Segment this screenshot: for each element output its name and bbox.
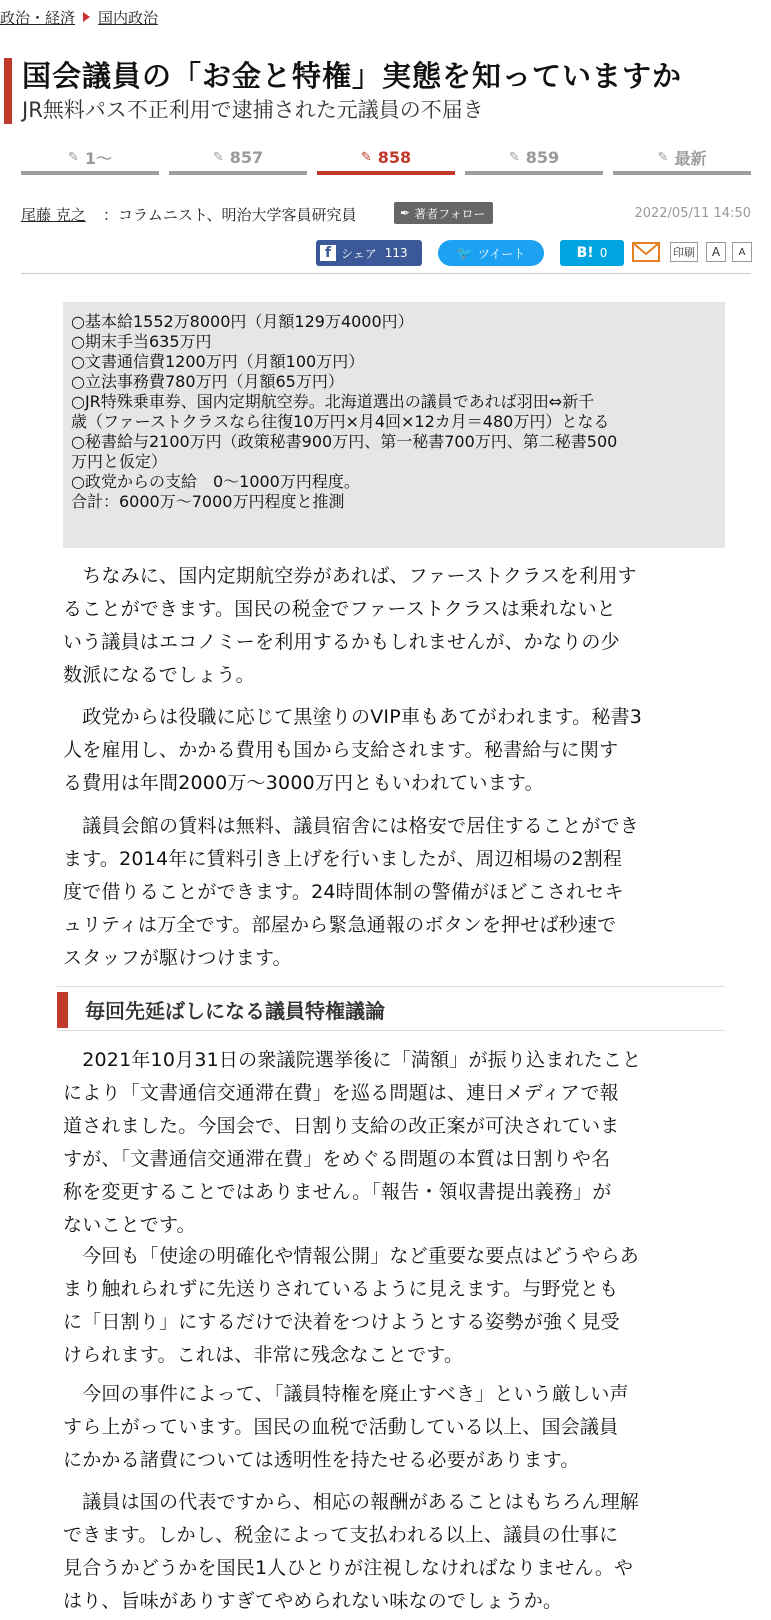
twitter-share-label: ツイート: [477, 246, 526, 261]
paragraph-line: 今回も「使途の明確化や情報公開」など重要な要点はどうやらあ: [63, 1245, 640, 1267]
pencil-icon: ✎: [360, 149, 372, 165]
pencil-icon: ✎: [212, 149, 224, 165]
title-accent-bar: [4, 58, 12, 124]
publish-date: 2022/05/11 14:50: [634, 206, 751, 221]
facebook-share-label: シェア: [341, 246, 377, 261]
twitter-share-button[interactable]: [438, 240, 544, 266]
article-paragraph: [63, 560, 728, 692]
paragraph-line: 見合うかどうかを国民1人ひとりが注視しなければなりません。や: [63, 1557, 634, 1579]
paragraph-line: る費用は年間2000万〜3000万円ともいわれています。: [63, 772, 544, 794]
follow-author-button[interactable]: [394, 202, 493, 224]
page-tab-latest[interactable]: [613, 143, 751, 175]
page-tab-858[interactable]: [317, 143, 455, 175]
hatena-bookmark-button[interactable]: [560, 240, 624, 266]
box-line: ○基本給1552万8000円（月額129万4000円）: [71, 312, 414, 331]
page-tab-label: 1〜: [84, 148, 113, 168]
paragraph-line: 人を雇用し、かかる費用も国から支給されます。秘書給与に関す: [63, 739, 619, 761]
section-title: 毎回先延ばしになる議員特権議論: [85, 999, 385, 1023]
paragraph-line: すら上がっています。国民の血税で活動している以上、国会議員: [63, 1416, 619, 1438]
paragraph-line: 数派になるでしょう。: [63, 664, 255, 686]
paragraph-line: いう議員はエコノミーを利用するかもしれませんが、かなりの少: [63, 631, 620, 653]
hatena-bookmark-icon: B!: [576, 245, 594, 261]
paragraph-line: 議員は国の代表ですから、相応の報酬があることはもちろん理解: [63, 1491, 640, 1513]
paragraph-line: まり触れられずに先送りされているように見えます。与野党とも: [63, 1278, 619, 1300]
compensation-summary-box: [63, 302, 725, 548]
article-header: [0, 50, 771, 126]
paragraph-line: ュリティは万全です。部屋から緊急通報のボタンを押せば秒速で: [63, 914, 617, 936]
paragraph-line: 道されました。今国会で、日割り支給の改正案が可決されていま: [63, 1115, 620, 1137]
article-paragraph: [63, 810, 728, 975]
byline: [21, 202, 761, 226]
breadcrumb-link-domestic-politics[interactable]: 国内政治: [98, 8, 159, 27]
page-title: 国会議員の「お金と特権」実態を知っていますか: [22, 59, 683, 93]
box-line: 万円と仮定）: [71, 452, 168, 471]
page-navigation: [21, 143, 751, 175]
box-line: 合計：6000万〜7000万円程度と推測: [71, 492, 345, 511]
box-line: ○立法事務費780万円（月額65万円）: [71, 372, 344, 391]
author-role: ：コラムニスト、明治大学客員研究員: [103, 206, 357, 224]
pencil-icon: ✎: [508, 149, 520, 165]
font-size-large-button[interactable]: A: [706, 242, 726, 262]
breadcrumb-arrow-icon: [83, 12, 90, 22]
paragraph-line: ないことです。: [63, 1214, 196, 1236]
page-tab-first[interactable]: [21, 143, 159, 175]
author-link[interactable]: 尾藤 克之: [21, 206, 86, 224]
paragraph-line: 政党からは役職に応じて黒塗りのVIP車もあてがわれます。秘書3: [63, 706, 643, 728]
follow-label: 著者フォロー: [414, 206, 486, 221]
page-subtitle: JR無料パス不正利用で逮捕された元議員の不届き: [22, 98, 484, 122]
paragraph-line: できます。しかし、税金によって支払われる以上、議員の仕事に: [63, 1524, 619, 1546]
paragraph-line: けられます。これは、非常に残念なことです。: [63, 1344, 464, 1366]
paragraph-line: 2021年10月31日の衆議院選挙後に「満額」が振り込まれたこと: [63, 1049, 642, 1071]
breadcrumb-link-politics-economy[interactable]: 政治・経済: [0, 8, 76, 27]
article-paragraph: [63, 1044, 728, 1242]
paragraph-line: ちなみに、国内定期航空券があれば、ファーストクラスを利用す: [63, 565, 637, 587]
pencil-icon: ✎: [657, 149, 669, 165]
paragraph-line: 議員会館の賃料は無料、議員宿舎には格安で居住することができ: [63, 815, 640, 837]
paragraph-line: ます。2014年に賃料引き上げを行いましたが、周辺相場の2割程: [63, 848, 623, 870]
box-line: ○政党からの支給 0〜1000万円程度。: [71, 472, 360, 491]
section-divider: [57, 986, 725, 987]
paragraph-line: 今回の事件によって、「議員特権を廃止すべき」という厳しい声: [63, 1383, 629, 1405]
article-paragraph: [63, 1240, 728, 1372]
pen-icon: ✒: [400, 206, 411, 220]
page-tab-859[interactable]: [465, 143, 603, 175]
pencil-icon: ✎: [67, 149, 79, 165]
hatena-bookmark-count: 0: [599, 246, 608, 260]
facebook-share-button[interactable]: [316, 240, 422, 266]
page-tab-857[interactable]: [169, 143, 307, 175]
paragraph-line: により「文書通信交通滞在費」を巡る問題は、連日メディアで報: [63, 1082, 619, 1104]
paragraph-line: すが、「文書通信交通滞在費」をめぐる問題の本質は日割りや名: [63, 1148, 611, 1170]
section-accent-bar: [57, 992, 68, 1028]
section-heading: [57, 988, 725, 1031]
facebook-icon: f: [320, 245, 336, 261]
breadcrumb: [0, 6, 158, 28]
article-paragraph: [63, 701, 728, 800]
paragraph-line: はり、旨味がありすぎてやめられない味なのでしょうか。: [63, 1590, 563, 1612]
paragraph-line: 称を変更することではありません。「報告・領収書提出義務」が: [63, 1181, 612, 1203]
header-divider: [21, 273, 751, 274]
box-line: ○秘書給与2100万円（政策秘書900万円、第一秘書700万円、第二秘書500: [71, 432, 618, 451]
box-line: ○JR特殊乗車券、国内定期航空券。北海道選出の議員であれば羽田⇔新千: [71, 392, 595, 411]
font-size-small-button[interactable]: A: [732, 242, 752, 262]
box-line: ○期末手当635万円: [71, 332, 212, 351]
page-tab-label: 858: [377, 147, 412, 167]
share-toolbar: [316, 240, 756, 266]
paragraph-line: 度で借りることができます。24時間体制の警備がほどこされセキ: [63, 881, 624, 903]
page-tab-label: 最新: [674, 148, 707, 168]
box-line: ○文書通信費1200万円（月額100万円）: [71, 352, 365, 371]
box-line: 歳（ファーストクラスなら往復10万円×月4回×12カ月＝480万円）となる: [71, 412, 610, 431]
paragraph-line: に「日割り」にするだけで決着をつけようとする姿勢が強く見受: [63, 1311, 620, 1333]
paragraph-line: ることができます。国民の税金でファーストクラスは乗れないと: [63, 598, 617, 620]
page-tab-label: 857: [229, 147, 264, 167]
article-paragraph: [63, 1486, 728, 1618]
paragraph-line: にかかる諸費については透明性を持たせる必要があります。: [63, 1449, 580, 1471]
facebook-share-count: 113: [384, 246, 408, 260]
paragraph-line: スタッフが駆けつけます。: [63, 947, 292, 969]
mail-icon[interactable]: [632, 241, 660, 263]
twitter-bird-icon: 🐦: [456, 245, 473, 261]
print-button[interactable]: 印刷: [670, 242, 698, 262]
article-paragraph: [63, 1378, 728, 1477]
page-tab-label: 859: [525, 147, 560, 167]
